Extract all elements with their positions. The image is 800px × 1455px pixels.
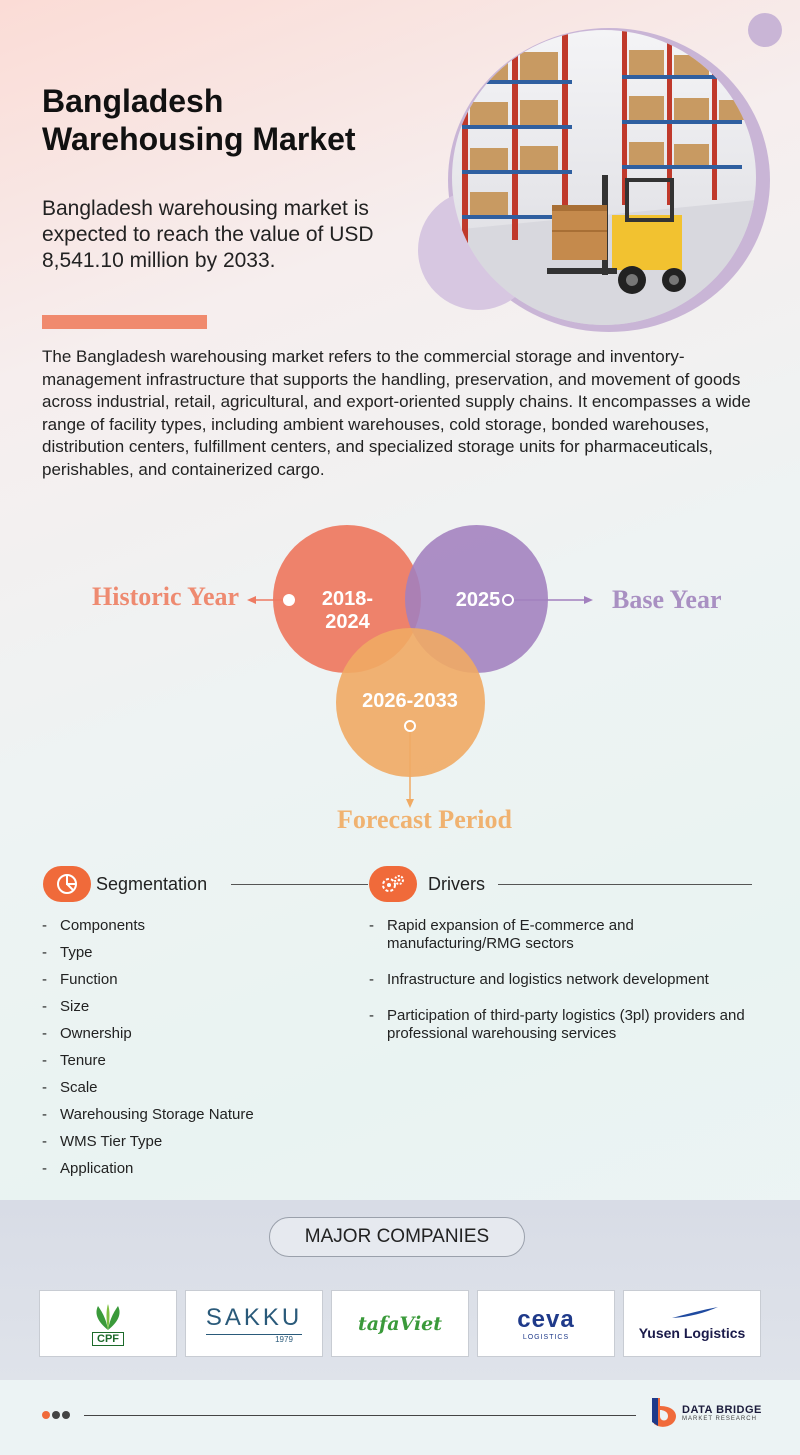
footer-dot xyxy=(42,1411,50,1419)
base-range: 2025 xyxy=(455,589,501,611)
segmentation-title: Segmentation xyxy=(96,874,208,894)
list-item: - Scale xyxy=(42,1079,98,1096)
market-tagline: Bangladesh warehousing market is expected to reach the value of USD 8,541.10 million by 2033. xyxy=(42,197,374,272)
drivers-title: Drivers xyxy=(428,874,485,894)
list-item: - Application xyxy=(42,1160,134,1177)
historic-range: 2018-2024 xyxy=(321,588,374,633)
logo-ceva: ceva LOGISTICS xyxy=(477,1290,615,1357)
drivers-divider xyxy=(498,884,752,885)
list-item: - Tenure xyxy=(42,1052,106,1069)
list-item: - Function xyxy=(42,971,118,988)
base-dot xyxy=(502,594,514,606)
forecast-dot xyxy=(404,720,416,732)
list-item: - Ownership xyxy=(42,1025,132,1042)
list-item: - Type xyxy=(42,944,93,961)
segmentation-list xyxy=(42,917,254,1187)
base-year-title: Base Year xyxy=(612,585,722,614)
list-item: - WMS Tier Type xyxy=(42,1133,163,1150)
logo-cpf: CPF xyxy=(39,1290,177,1357)
list-item: - Rapid expansion of E-commerce and manufacturing/RMG sectors xyxy=(369,917,634,952)
historic-dot xyxy=(283,594,295,606)
brand-logo: DATA BRIDGE MARKET RESEARCH xyxy=(648,1396,762,1430)
list-item: - Infrastructure and logistics network development xyxy=(369,971,709,988)
intro-paragraph: The Bangladesh warehousing market refers to the commercial storage and inventory-management infrastructure that supports the handling, preservation, and movement of goods across industrial, retail, agricultural, and export-oriented supply chains. It encompasses a wide range of facility types, including ambient warehouses, cold storage, bonded warehouses, distribution centers, fulfillment centers, and specialized storage units for pharmaceuticals, perishables, and containerized cargo. xyxy=(42,347,751,479)
forecast-period-title: Forecast Period xyxy=(337,805,512,834)
segmentation-divider xyxy=(231,884,368,885)
data-bridge-logo-icon xyxy=(648,1396,678,1430)
cpf-leaf-icon xyxy=(88,1302,128,1332)
footer-dot xyxy=(52,1411,60,1419)
list-item: - Components xyxy=(42,917,146,934)
historic-year-title: Historic Year xyxy=(92,582,240,611)
list-item: - Participation of third-party logistics (3pl) providers and professional warehousing services xyxy=(369,1007,745,1042)
logo-tafaviet: tafaViet xyxy=(331,1290,469,1357)
list-item: - Size xyxy=(42,998,90,1015)
logo-yusen: Yusen Logistics xyxy=(623,1290,761,1357)
footer-divider xyxy=(84,1415,636,1416)
list-item: - Warehousing Storage Nature xyxy=(42,1106,254,1123)
gears-icon xyxy=(369,866,417,902)
pie-chart-icon xyxy=(43,866,91,902)
companies-title: MAJOR COMPANIES xyxy=(269,1217,525,1257)
yusen-wing-icon xyxy=(662,1306,722,1320)
forecast-range: 2026-2033 xyxy=(362,690,458,712)
page-title: Bangladesh Warehousing Market xyxy=(42,83,356,157)
logo-sakku: SAKKU 1979 xyxy=(185,1290,323,1357)
drivers-list xyxy=(369,917,769,1061)
footer-dot xyxy=(62,1411,70,1419)
